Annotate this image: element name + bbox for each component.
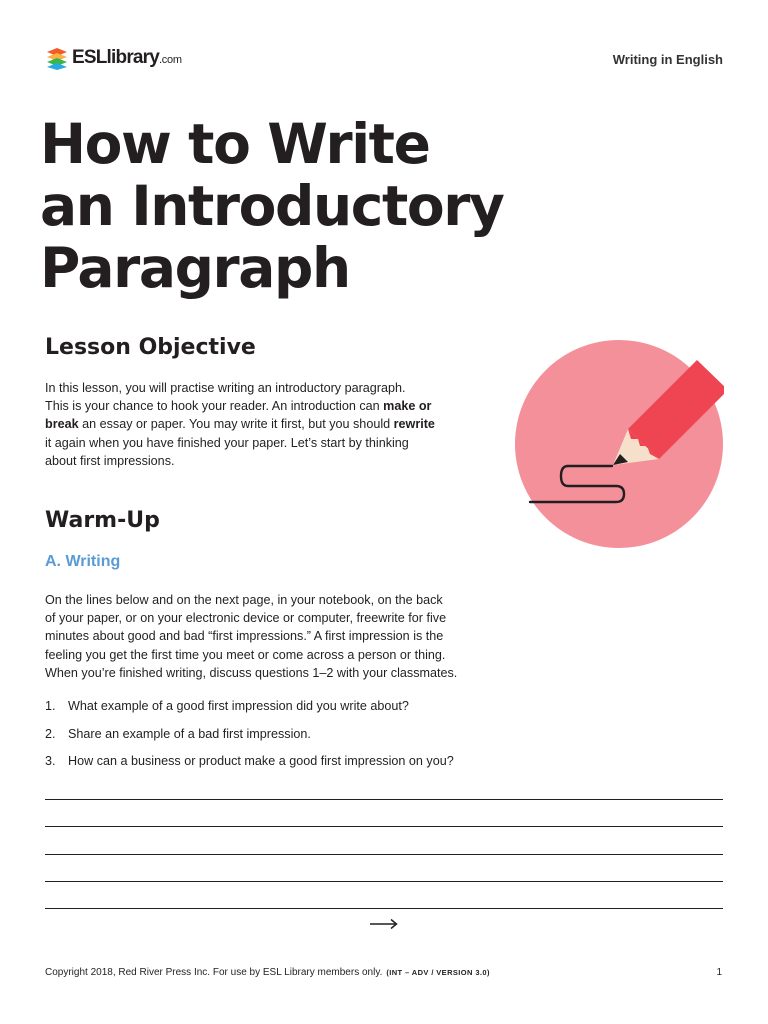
writing-lines bbox=[45, 799, 723, 935]
right-arrow-icon bbox=[369, 918, 399, 930]
warm-up-heading: Warm-Up bbox=[45, 508, 160, 533]
title-line: Paragraph bbox=[40, 236, 350, 300]
writing-line[interactable] bbox=[45, 799, 723, 800]
copyright-footer: Copyright 2018, Red River Press Inc. For use by ESL Library members only. (INT – ADV / VERSION 3.0) bbox=[45, 967, 490, 978]
warm-up-instructions: On the lines below and on the next page, in your notebook, on the back of your paper, or on your electronic device or computer, freewrite for five minutes about good and bad “first impressions.” A first impression is the feeling you get the first time you meet or come across a person or thing. When you’re finished writing, discuss questions 1–2 with your classmates. bbox=[45, 593, 458, 680]
series-label: Writing in English bbox=[612, 52, 723, 67]
list-item: 2. Share an example of a bad first impression. bbox=[45, 726, 311, 741]
page-number: 1 bbox=[716, 967, 722, 978]
writing-line[interactable] bbox=[45, 854, 723, 855]
lesson-objective-heading: Lesson Objective bbox=[45, 335, 256, 360]
discussion-questions bbox=[45, 699, 454, 782]
logo-wordmark: ESLlibrary.com bbox=[72, 47, 182, 68]
list-item: 1. What example of a good first impression did you write about? bbox=[45, 699, 409, 713]
list-item: 3. How can a business or product make a good first impression on you? bbox=[45, 754, 454, 768]
writing-line[interactable] bbox=[45, 881, 723, 882]
writing-line[interactable] bbox=[45, 908, 723, 909]
esl-library-logo bbox=[45, 44, 182, 72]
pencil-drawing-line-icon bbox=[514, 336, 724, 552]
writing-line[interactable] bbox=[45, 826, 723, 827]
stacked-books-logo-icon bbox=[45, 46, 69, 70]
title-line: an Introductory bbox=[40, 174, 504, 238]
page-title bbox=[40, 113, 503, 299]
section-a-heading: A. Writing bbox=[45, 553, 121, 570]
lesson-objective-text: In this lesson, you will practise writing an introductory paragraph. This is your chance to hook your reader. An introduction can make or break an essay or paper. You may write it first, but you should rewrite it again when you have finished your paper. Let’s start by thinking about first impressions. bbox=[45, 381, 435, 468]
title-line: How to Write bbox=[40, 112, 430, 176]
